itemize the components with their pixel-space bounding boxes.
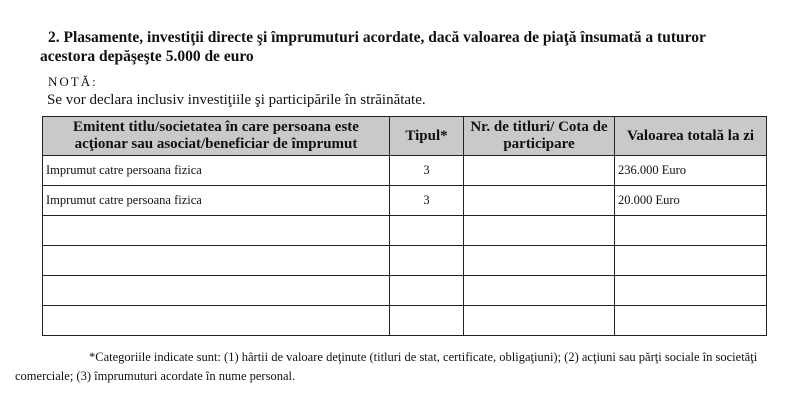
cell-valoare xyxy=(615,216,767,246)
cell-emitent xyxy=(43,246,390,276)
cell-tip: 3 xyxy=(390,156,464,186)
table-row xyxy=(43,246,767,276)
header-nr-titluri: Nr. de titluri/ Cota de participare xyxy=(464,117,615,156)
nota-text: Se vor declara inclusiv investiţiile şi participările în străinătate. xyxy=(47,92,426,108)
cell-emitent xyxy=(43,306,390,336)
cell-emitent: Imprumut catre persoana fizica xyxy=(43,186,390,216)
cell-valoare: 236.000 Euro xyxy=(615,156,767,186)
cell-emitent xyxy=(43,276,390,306)
investments-table xyxy=(42,116,767,336)
cell-tip: 3 xyxy=(390,186,464,216)
table-row xyxy=(43,276,767,306)
cell-emitent: Imprumut catre persoana fizica xyxy=(43,156,390,186)
cell-nr xyxy=(464,156,615,186)
table-row xyxy=(43,216,767,246)
table-row xyxy=(43,186,767,216)
table-row xyxy=(43,306,767,336)
cell-valoare xyxy=(615,306,767,336)
cell-tip xyxy=(390,306,464,336)
cell-nr xyxy=(464,216,615,246)
cell-valoare: 20.000 Euro xyxy=(615,186,767,216)
header-valoare: Valoarea totală la zi xyxy=(615,117,767,156)
cell-valoare xyxy=(615,246,767,276)
cell-emitent xyxy=(43,216,390,246)
cell-nr xyxy=(464,306,615,336)
footnote: *Categoriile indicate sunt: (1) hârtii de valoare deţinute (titluri de stat, certificate, obligaţiuni); (2) acţiuni sau părţi sociale în societăţi comerciale; (3) împrumuturi acordate în nume personal. xyxy=(15,350,758,383)
cell-tip xyxy=(390,216,464,246)
cell-tip xyxy=(390,276,464,306)
section-heading-line1: 2. Plasamente, investiţii directe şi împrumuturi acordate, dacă valoarea de piaţă însumată a tuturor xyxy=(48,29,706,46)
cell-nr xyxy=(464,276,615,306)
header-emitent: Emitent titlu/societatea în care persoana este acţionar sau asociat/beneficiar de împrumut xyxy=(43,117,390,156)
section-heading xyxy=(40,28,778,66)
table-row xyxy=(43,156,767,186)
table-header-row xyxy=(43,117,767,156)
cell-nr xyxy=(464,186,615,216)
cell-nr xyxy=(464,246,615,276)
section-heading-line2: acestora depăşeşte 5.000 de euro xyxy=(40,48,254,65)
header-tipul: Tipul* xyxy=(390,117,464,156)
nota-label: NOTĂ: xyxy=(48,74,98,89)
cell-valoare xyxy=(615,276,767,306)
cell-tip xyxy=(390,246,464,276)
